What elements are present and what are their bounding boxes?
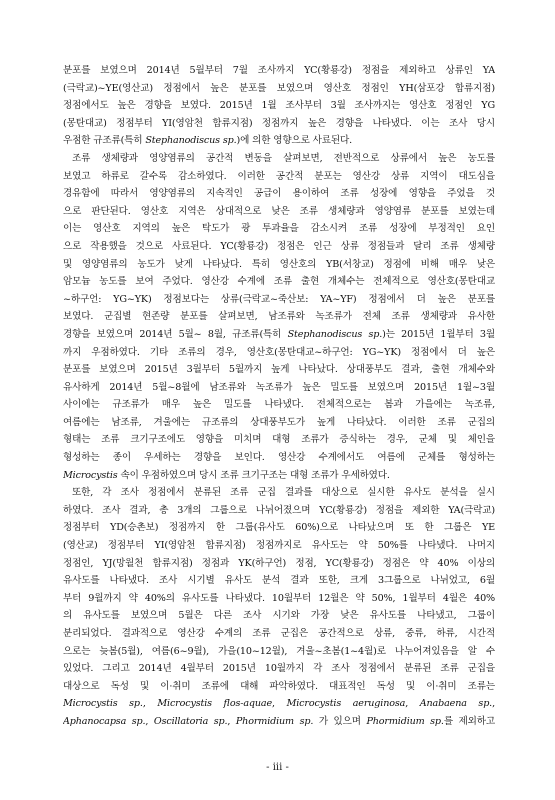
text-line: Microcystis sp., Microcystis flos-aquae, Microcystis aeruginosa, Anabaena sp.,: [63, 698, 495, 710]
text-line: 정점부터 YD(승촌보) 정점까지 한 그룹(유사도 60%)으로 나타났으며 또 한 그룹은 YE: [63, 522, 495, 534]
text-line: 정점인, YJ(망월천 합류지점) 정점과 YK(하구언) 정점, YC(황룡강) 정점은 약 40% 이상의: [63, 557, 495, 569]
text-line: 으로 작용했을 것으로 사료된다. YC(황룡강) 정점은 인근 상류 정점들과 달리 조류 생체량: [63, 240, 495, 252]
text-line: 형태는 조류 크기구조에도 영향을 미치며 대형 조류가 증식하는 경우, 군체 및 체인을: [63, 434, 495, 446]
text-line: 있었다. 그리고 2014년 4월부터 2015년 10월까지 각 조사 정점에서 분류된 조류 군집을: [63, 663, 495, 675]
text-line: (영산교) 정점부터 YI(영암천 합류지점) 정점까지로 유사도는 약 50%를 나타냈다. 나머지: [63, 540, 495, 552]
text-line: 까지 우점하였다. 기타 조류의 경우, 영산호(몽탄대교~하구언: YG~YK) 정점에서 더 높은: [63, 346, 495, 358]
text-line: 사이에는 규조류가 매우 높은 밀도를 나타냈다. 전체적으로는 봄과 가을에는 녹조류,: [63, 399, 495, 411]
body-text: [63, 62, 495, 731]
text-line: (몽탄대교) 정점부터 YI(영암천 합류지점) 정점까지 높은 경향을 나타냈다. 이는 조사 당시: [63, 117, 495, 129]
text-line: 여름에는 남조류, 겨울에는 규조류의 상대풍부도가 높게 나타났다. 이러한 조류 군집의: [63, 416, 495, 428]
text-line: 보였고 하류로 갈수록 감소하였다. 이러한 공간적 분포는 영산강 상류 지역이 대도심을: [63, 170, 495, 182]
text-line: 으로는 늦봄(5월), 여름(6~9월), 가을(10~12월), 겨울~초봄(1~4월)로 나누어져있음을 알 수: [63, 645, 495, 657]
text-line: 분포를 보였으며 2014년 5월부터 7월 조사까지 YC(황룡강) 정점을 제외하고 상류인 YA: [63, 65, 495, 76]
text-line: (극락교)~YE(영산교) 정점에서 높은 분포를 보였으며 영산호 정점인 YH(삼포강 합류지점): [63, 82, 495, 94]
text-line: 대상으로 독성 및 이·취미 조류에 대해 파악하였다. 대표적인 독성 및 이·취미 조류는: [63, 680, 495, 692]
text-line: 또한, 각 조사 정점에서 분류된 조류 군집 결과를 대상으로 실시한 유사도 분석을 실시: [72, 487, 495, 499]
text-line: 암모늄 농도를 보여 주었다. 영산강 수계에 조류 출현 개체수는 전체적으로 영산호(몽탄대교: [63, 276, 495, 288]
text-line: 조류 생체량과 영양염류의 공간적 변동을 살펴보면, 전반적으로 상류에서 높은 농도를: [72, 152, 495, 164]
text-line: 보였다. 군집별 현존량 분포를 살펴보면, 남조류와 녹조류가 전체 조류 생체량과 유사한: [63, 311, 495, 323]
text-line: 의 유사도를 보였으며 5월은 다른 조사 시기와 가장 낮은 유사도를 나타냈고, 그룹이: [63, 610, 495, 622]
text-line: 경유함에 따라서 영양염류의 지속적인 공급이 용이하여 조류 성장에 영향을 주었을 것: [63, 188, 495, 200]
text-line: 정점에서도 높은 경향을 보였다. 2015년 1월 조사부터 3월 조사까지는 영산호 정점인 YG: [63, 100, 495, 112]
text-line: 우점한 규조류(특히 Stephanodiscus sp.)에 의한 영향으로 사료된다.: [63, 135, 352, 147]
text-line: 하였다. 조사 결과, 총 3개의 그룹으로 나뉘어졌으며 YC(황룡강) 정점을 제외한 YA(극락교): [63, 504, 495, 516]
text-line: 형성하는 종이 우세하는 경향을 보인다. 영산강 수계에서도 여름에 군체를 형성하는: [63, 452, 495, 464]
text-line: 으로 판단된다. 영산호 지역은 상대적으로 낮은 조류 생체량과 영양염류 분포를 보였는데: [63, 205, 495, 217]
text-line: 유사도를 나타냈다. 조사 시기별 유사도 분석 결과 또한, 크게 3그룹으로 나뉘었고, 6월: [63, 575, 495, 587]
text-line: Microcystis 속이 우점하였으며 당시 조류 크기구조는 대형 조류가 우세하였다.: [63, 469, 390, 481]
text-line: 분포를 보였으며 2015년 3월부터 5월까지 높게 나타났다. 상대풍부도 결과, 출현 개체수와: [63, 364, 495, 376]
page-number: - iii -: [266, 762, 289, 773]
text-line: 부터 9월까지 약 40%의 유사도를 나타냈다. 10월부터 12월은 약 50%, 1월부터 4월은 40%: [63, 592, 495, 604]
text-line: 분리되었다. 결과적으로 영산강 수계의 조류 군집은 공간적으로 상류, 중류, 하류, 시간적: [63, 628, 495, 639]
text-line: 경향을 보였으며 2014년 5월~ 8월, 규조류(특히 Stephanodiscus sp.)는 2015년 1월부터 3월: [63, 328, 495, 340]
text-line: 유사하게 2014년 5월~8월에 남조류와 녹조류가 높은 밀도를 보였으며 2015년 1월~3월: [63, 381, 495, 393]
text-line: Aphanocapsa sp., Oscillatoria sp., Phormidium sp. 가 있으며 Phormidium sp.를 제외하고: [63, 715, 495, 727]
text-line: 이는 영산호 지역의 높은 탁도가 광 투과율을 감소시켜 조류 성장에 부정적인 요인: [63, 223, 495, 235]
text-line: ~하구언: YG~YK) 정점보다는 상류(극락교~죽산보: YA~YF) 정점에서 더 높은 분포를: [63, 293, 495, 305]
text-line: 및 영양염류의 농도가 낮게 나타났다. 특히 영산호의 YB(서창교) 정점에 비해 매우 낮은: [63, 258, 495, 270]
